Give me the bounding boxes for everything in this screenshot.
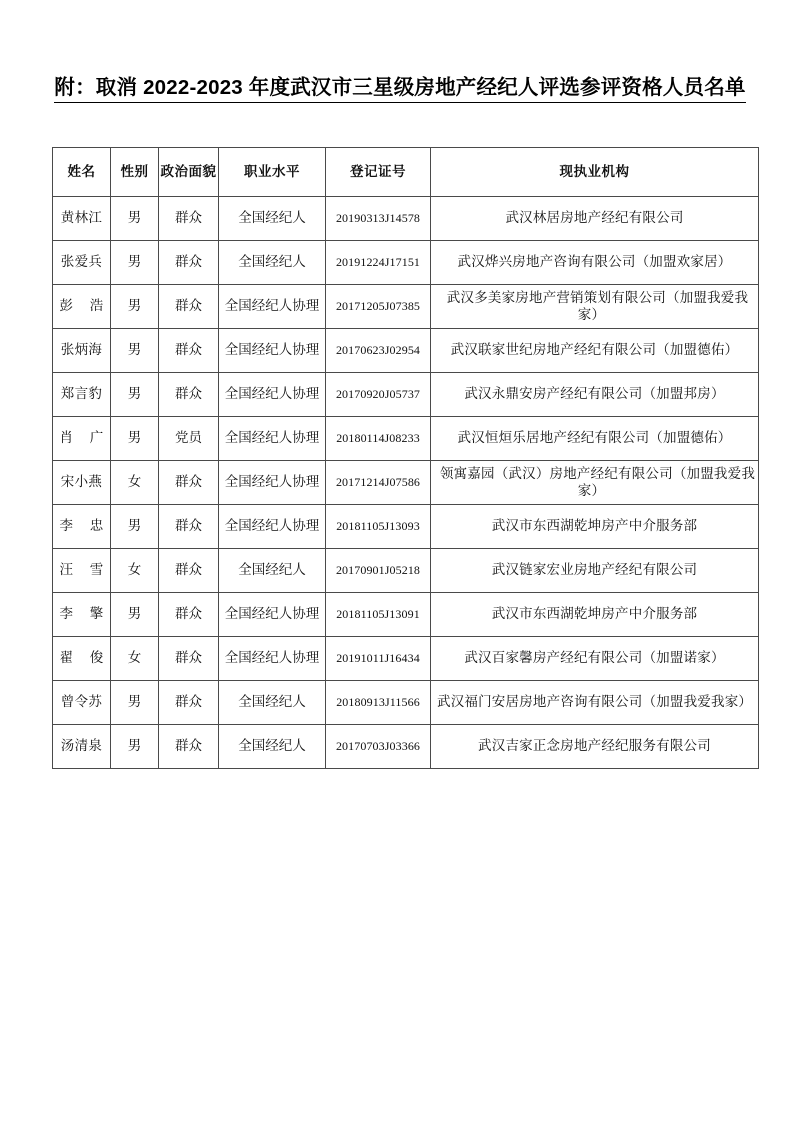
cell-gender-text: 男 [127, 738, 142, 754]
cell-party-text: 群众 [175, 650, 202, 666]
table-row [53, 417, 759, 461]
cell-organization [431, 373, 759, 417]
cell-name [53, 461, 111, 505]
cell-registration-number-text: 20170920J05737 [335, 387, 421, 402]
cell-name [53, 417, 111, 461]
cell-level [219, 373, 326, 417]
cell-organization-text: 武汉多美家房地产营销策划有限公司（加盟我爱我家） [446, 290, 749, 322]
cell-gender [111, 329, 159, 373]
cell-organization [431, 285, 759, 329]
cell-party-text: 群众 [175, 738, 202, 754]
cell-level [219, 329, 326, 373]
cell-registration-number [326, 241, 431, 285]
cell-level [219, 549, 326, 593]
cell-party [159, 373, 219, 417]
cell-party [159, 285, 219, 329]
cell-level-text: 全国经纪人协理 [224, 518, 320, 534]
cell-organization-text: 武汉联家世纪房地产经纪有限公司（加盟德佑） [450, 342, 739, 358]
cell-level-text: 全国经纪人 [238, 254, 306, 270]
cell-level [219, 241, 326, 285]
cell-registration-number [326, 637, 431, 681]
cell-gender-text: 男 [127, 386, 142, 402]
cell-registration-number [326, 373, 431, 417]
cell-gender-text: 男 [127, 694, 142, 710]
column-header-level: 职业水平 [219, 148, 326, 197]
cell-organization [431, 461, 759, 505]
cell-party [159, 461, 219, 505]
cell-organization-text: 武汉烨兴房地产咨询有限公司（加盟欢家居） [457, 254, 732, 270]
cell-party-text: 群众 [175, 254, 202, 270]
cell-party-text: 群众 [175, 474, 202, 490]
cell-level [219, 461, 326, 505]
cell-level-text: 全国经纪人协理 [224, 474, 320, 490]
cell-registration-number-text: 20190313J14578 [335, 211, 421, 226]
cell-party [159, 637, 219, 681]
cell-party [159, 681, 219, 725]
cell-registration-number-text: 20171214J07586 [335, 475, 421, 490]
cell-party-text: 群众 [175, 342, 202, 358]
cell-name-text: 张爱兵 [60, 254, 103, 270]
cell-party [159, 549, 219, 593]
cell-party-text: 群众 [175, 694, 202, 710]
cell-level [219, 593, 326, 637]
cell-registration-number-text: 20170901J05218 [335, 563, 421, 578]
cell-gender-text: 男 [127, 606, 142, 622]
cell-level [219, 725, 326, 769]
cell-party [159, 505, 219, 549]
cell-gender [111, 593, 159, 637]
cell-name-text: 肖广 [59, 430, 104, 446]
roster-table [52, 147, 759, 769]
page-title [0, 70, 800, 103]
cell-organization-text: 武汉百家馨房产经纪有限公司（加盟诺家） [464, 650, 725, 666]
cell-organization-text: 武汉市东西湖乾坤房产中介服务部 [491, 518, 698, 534]
table-header [53, 148, 759, 197]
cell-name [53, 637, 111, 681]
table-row [53, 329, 759, 373]
column-header-regno: 登记证号 [326, 148, 431, 197]
cell-organization [431, 505, 759, 549]
cell-level-text: 全国经纪人协理 [224, 650, 320, 666]
cell-registration-number-text: 20191224J17151 [335, 255, 421, 270]
cell-level-text: 全国经纪人协理 [224, 342, 320, 358]
cell-name [53, 329, 111, 373]
cell-party-text: 党员 [175, 430, 202, 446]
cell-registration-number-text: 20180913J11566 [336, 695, 420, 710]
cell-gender [111, 549, 159, 593]
cell-organization-text: 领寓嘉园（武汉）房地产经纪有限公司（加盟我爱我家） [439, 466, 756, 498]
table-body [53, 197, 759, 769]
cell-level [219, 197, 326, 241]
cell-gender-text: 女 [127, 562, 142, 578]
cell-party-text: 群众 [175, 518, 202, 534]
cell-gender-text: 男 [127, 430, 142, 446]
cell-party-text: 群众 [175, 298, 202, 314]
cell-registration-number [326, 549, 431, 593]
cell-name-text: 李忠 [59, 518, 104, 534]
cell-level-text: 全国经纪人 [238, 210, 306, 226]
cell-name-text: 曾令苏 [60, 694, 103, 710]
table-row [53, 593, 759, 637]
cell-party [159, 417, 219, 461]
cell-registration-number [326, 197, 431, 241]
table-row [53, 637, 759, 681]
cell-gender [111, 417, 159, 461]
column-header-org: 现执业机构 [431, 148, 759, 197]
cell-party-text: 群众 [175, 386, 202, 402]
cell-name [53, 549, 111, 593]
cell-party [159, 241, 219, 285]
cell-gender [111, 725, 159, 769]
cell-party-text: 群众 [175, 210, 202, 226]
cell-registration-number [326, 681, 431, 725]
cell-name [53, 681, 111, 725]
cell-organization [431, 417, 759, 461]
cell-party [159, 329, 219, 373]
cell-gender [111, 461, 159, 505]
cell-registration-number [326, 461, 431, 505]
cell-organization [431, 197, 759, 241]
cell-name-text: 郑言豹 [60, 386, 103, 402]
cell-gender-text: 男 [127, 518, 142, 534]
table-row [53, 285, 759, 329]
cell-gender-text: 男 [127, 254, 142, 270]
cell-level-text: 全国经纪人 [238, 738, 306, 754]
table-row [53, 681, 759, 725]
cell-name [53, 505, 111, 549]
cell-name-text: 张炳海 [60, 342, 103, 358]
cell-organization [431, 549, 759, 593]
cell-name-text: 汤清泉 [60, 738, 103, 754]
cell-registration-number-text: 20180114J08233 [336, 431, 420, 446]
page-title-text: 附：取消 2022-2023 年度武汉市三星级房地产经纪人评选参评资格人员名单 [54, 70, 745, 103]
cell-registration-number [326, 285, 431, 329]
cell-name-text: 黄林江 [60, 210, 103, 226]
table-row [53, 725, 759, 769]
cell-level [219, 417, 326, 461]
cell-gender [111, 373, 159, 417]
cell-organization [431, 725, 759, 769]
cell-organization-text: 武汉恒烜乐居地产经纪有限公司（加盟德佑） [457, 430, 732, 446]
cell-gender [111, 285, 159, 329]
cell-registration-number-text: 20181105J13091 [336, 607, 420, 622]
cell-organization [431, 329, 759, 373]
cell-gender [111, 505, 159, 549]
cell-gender [111, 197, 159, 241]
cell-name [53, 285, 111, 329]
cell-level [219, 681, 326, 725]
cell-gender [111, 681, 159, 725]
table-row [53, 241, 759, 285]
cell-gender-text: 女 [127, 650, 142, 666]
cell-name-text: 汪雪 [59, 562, 104, 578]
table-row [53, 373, 759, 417]
cell-party-text: 群众 [175, 562, 202, 578]
table-row [53, 461, 759, 505]
cell-organization-text: 武汉福门安居房地产咨询有限公司（加盟我爱我家） [437, 694, 753, 710]
cell-name [53, 593, 111, 637]
cell-name [53, 373, 111, 417]
cell-name-text: 李擎 [59, 606, 104, 622]
cell-registration-number [326, 505, 431, 549]
cell-organization-text: 武汉链家宏业房地产经纪有限公司 [491, 562, 698, 578]
cell-name-text: 宋小燕 [60, 474, 103, 490]
table-row [53, 197, 759, 241]
cell-level [219, 637, 326, 681]
cell-level-text: 全国经纪人协理 [224, 430, 320, 446]
cell-gender-text: 男 [127, 342, 142, 358]
cell-organization [431, 637, 759, 681]
cell-registration-number [326, 417, 431, 461]
cell-party [159, 593, 219, 637]
cell-name [53, 241, 111, 285]
table-header-row [53, 148, 759, 197]
cell-name-text: 彭浩 [59, 298, 104, 314]
cell-organization [431, 241, 759, 285]
cell-organization-text: 武汉吉家正念房地产经纪服务有限公司 [478, 738, 711, 754]
cell-level [219, 505, 326, 549]
cell-level-text: 全国经纪人协理 [224, 386, 320, 402]
cell-level-text: 全国经纪人 [238, 562, 306, 578]
cell-level [219, 285, 326, 329]
cell-registration-number-text: 20171205J07385 [335, 299, 421, 314]
cell-organization [431, 593, 759, 637]
cell-gender-text: 女 [127, 474, 142, 490]
cell-registration-number [326, 725, 431, 769]
cell-registration-number-text: 20170623J02954 [335, 343, 421, 358]
cell-gender-text: 男 [127, 210, 142, 226]
cell-party [159, 725, 219, 769]
cell-name-text: 翟俊 [59, 650, 104, 666]
cell-registration-number-text: 20191011J16434 [336, 651, 420, 666]
cell-name [53, 725, 111, 769]
cell-registration-number [326, 593, 431, 637]
cell-organization-text: 武汉林居房地产经纪有限公司 [505, 210, 684, 226]
cell-registration-number [326, 329, 431, 373]
cell-gender [111, 637, 159, 681]
cell-registration-number-text: 20181105J13093 [336, 519, 420, 534]
cell-registration-number-text: 20170703J03366 [335, 739, 421, 754]
cell-name [53, 197, 111, 241]
cell-organization-text: 武汉永鼎安房产经纪有限公司（加盟邦房） [464, 386, 725, 402]
column-header-name: 姓名 [53, 148, 111, 197]
roster-table-container [52, 147, 758, 769]
cell-gender-text: 男 [127, 298, 142, 314]
cell-level-text: 全国经纪人协理 [224, 298, 320, 314]
cell-party [159, 197, 219, 241]
cell-level-text: 全国经纪人协理 [224, 606, 320, 622]
column-header-party: 政治面貌 [159, 148, 219, 197]
cell-organization-text: 武汉市东西湖乾坤房产中介服务部 [491, 606, 698, 622]
table-row [53, 505, 759, 549]
column-header-gender: 性别 [111, 148, 159, 197]
cell-party-text: 群众 [175, 606, 202, 622]
cell-level-text: 全国经纪人 [238, 694, 306, 710]
cell-organization [431, 681, 759, 725]
cell-gender [111, 241, 159, 285]
table-row [53, 549, 759, 593]
